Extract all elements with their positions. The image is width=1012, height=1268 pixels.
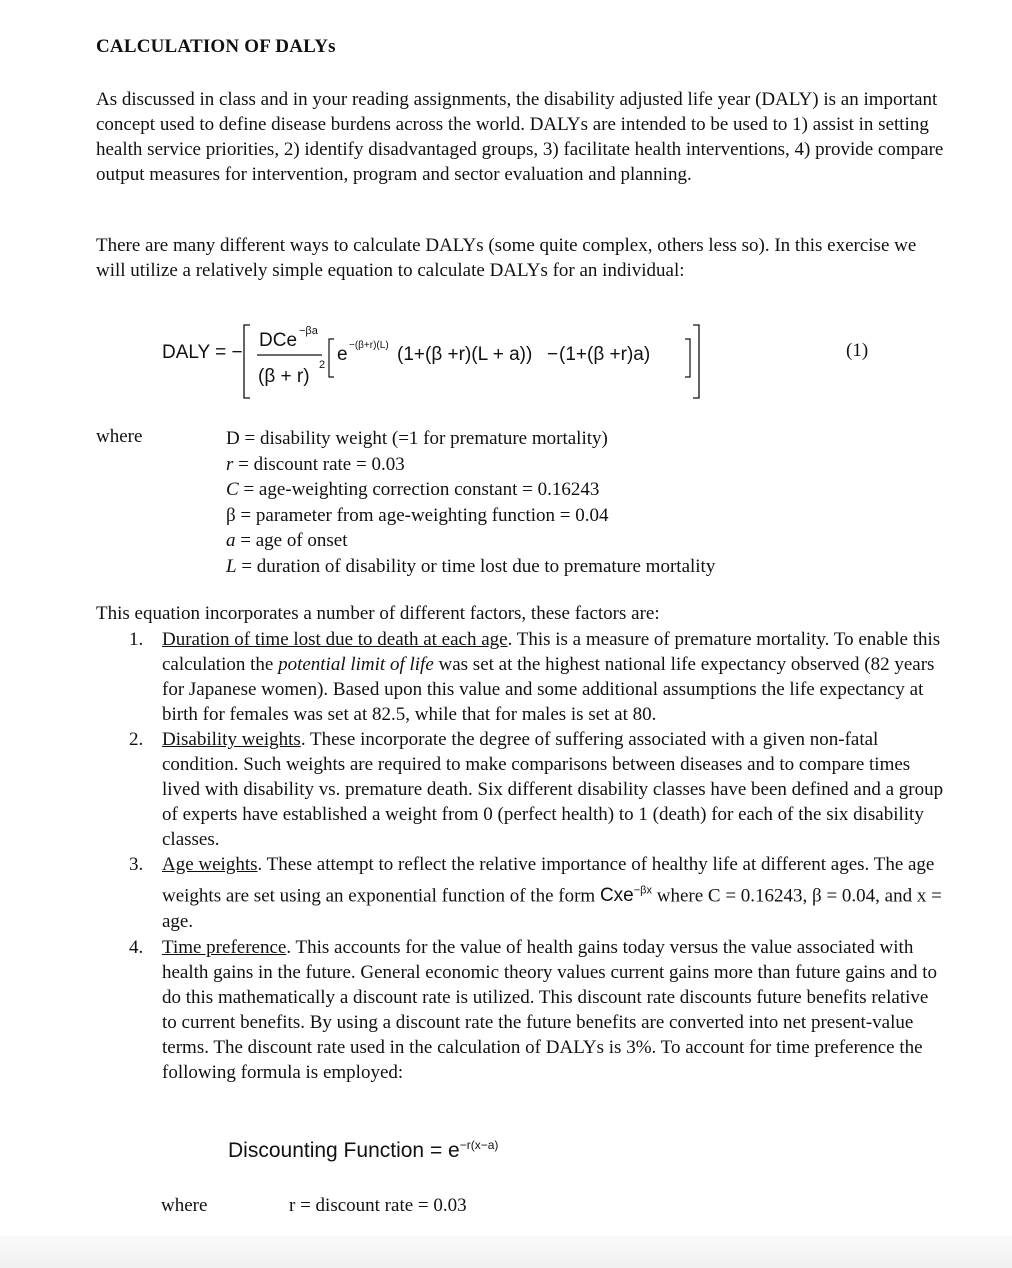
definition-d: D = disability weight (=1 for premature mortality) [226,428,608,449]
page-bottom-shade [0,1236,1012,1268]
factors-list [96,627,946,1085]
factor-text: . This accounts for the value of health gains today versus the value associated with health gains in the future. General economic theory values current gains more than future gains and to do this mathematically a discount rate is utilized. This discount rate discounts future benefits relative to current benefits. By using a discount rate the future benefits are converted into net present-value terms. The discount rate used in the calculation of DALYs is 3%. To account for time preference the following formula is employed: [162,937,938,1084]
discount-rate-definition: r = discount rate = 0.03 [289,1195,467,1216]
discounting-exponent: −r(x−a) [459,1138,499,1152]
outer-right-bracket [693,325,699,398]
equation-numerator-exponent: −βa [299,325,318,337]
definition-l: L = duration of disability or time lost due to premature mortality [226,555,716,577]
equation-term2: (1+(β +r)a) [559,344,651,365]
equation-denominator-exponent: 2 [319,359,326,371]
equation-e: e [337,344,348,365]
age-weight-formula: Cxe$^{-\beta x}$ [599,885,652,907]
list-item [96,627,946,727]
equation-denominator: (β + r) [258,366,310,387]
where-label: where [96,426,143,447]
intro-paragraph: As discussed in class and in your reading assignments, the disability adjusted life year (DALY) is an important concept used to define disease burdens across the world. DALYs are intended to be used to 1) assist in setting health service priorities, 2) identify disadvantaged groups, 3) facilitate health interventions, 4) provide compare output measures for intervention, program and sector evaluation and planning. [96,89,944,185]
definition-beta: β = parameter from age-weighting function = 0.04 [226,504,609,526]
list-item [96,935,946,1085]
factor-heading: Disability weights [162,729,301,750]
factor-italic-text: potential limit of life [278,654,434,675]
outer-left-bracket [244,325,250,398]
factor-text-continued: was set at the highest national life expectancy observed (82 years for Japanese women). Based upon this value and some additional assumptions the life expectancy at birth for females was set at 82.5, while that for males is set at 80. [162,654,935,725]
equation-minus: − [547,344,559,365]
variable-definitions [226,426,715,579]
factor-heading: Age weights [162,854,258,875]
list-item [96,727,946,852]
equation-term1: (1+(β +r)(L + a)) [397,344,533,365]
factor-text: . This is a measure of premature mortality. To enable this calculation the [162,629,941,675]
factor-text-continued: where C = 0.16243, β = 0.04, and x = age. [162,885,942,933]
document-title: CALCULATION OF DALYs [96,36,336,57]
list-item-number: 2. [129,729,144,750]
equation-lhs: DALY = − [162,342,243,363]
factor-text: . These attempt to reflect the relative importance of healthy life at different ages. The age weights are set using an exponential function of the form [162,854,935,907]
list-item-number: 1. [129,629,144,650]
methods-paragraph: There are many different ways to calculate DALYs (some quite complex, others less so). In this exercise we will utilize a relatively simple equation to calculate DALYs for an individual: [96,235,917,281]
equation-e-exponent: −(β+r)(L) [349,340,389,351]
list-item [96,852,946,935]
definition-r: r = discount rate = 0.03 [226,453,405,475]
factor-heading: Duration of time lost due to death at each age [162,629,508,650]
factor-heading: Time preference [162,937,287,959]
inner-right-bracket [685,339,690,377]
definition-c: C = age-weighting correction constant = 0.16243 [226,479,600,500]
where-label-2: where [161,1195,208,1216]
factors-intro: This equation incorporates a number of different factors, these factors are: [96,603,660,624]
list-item-number: 4. [129,937,144,959]
factor-text: . These incorporate the degree of suffering associated with a given non-fatal condition. Such weights are required to make comparisons between diseases and to compare times lived with disability vs. premature death. Six different disability classes have been defined and a group of experts have established a weight from 0 (perfect health) to 1 (death) for each of the six disability classes. [162,729,944,850]
definition-a: a = age of onset [226,530,348,551]
equation-numerator: DCe [259,330,298,351]
discounting-function-formula: Discounting Function = $e^{-r(x-a)}$ [228,1138,499,1162]
list-item-number: 3. [129,854,144,875]
inner-left-bracket [329,339,334,377]
equation-number: (1) [846,340,869,361]
daly-equation [162,318,707,402]
